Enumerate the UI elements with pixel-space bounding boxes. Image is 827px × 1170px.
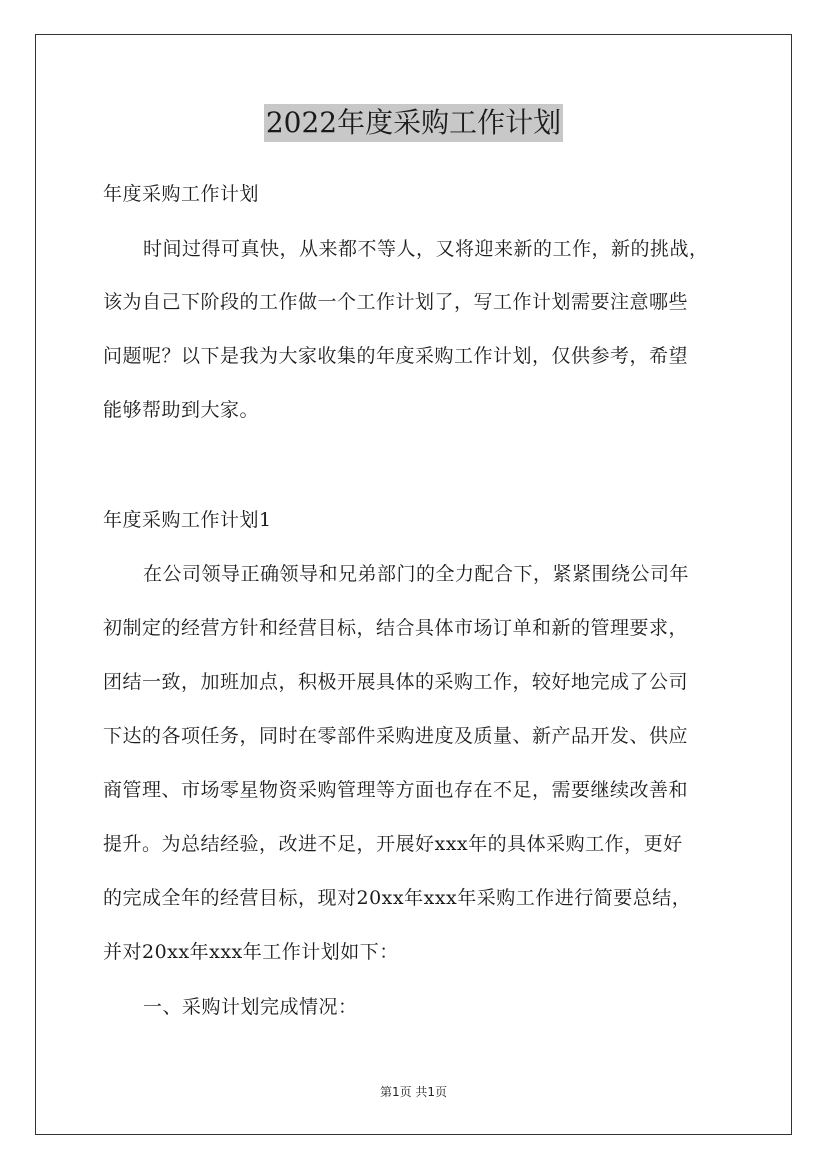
- document-title: 2022年度采购工作计划: [264, 104, 563, 142]
- intro-line: 问题呢？以下是我为大家收集的年度采购工作计划，仅供参考，希望: [103, 345, 689, 367]
- section1-line: 初制定的经营方针和经营目标，结合具体市场订单和新的管理要求，: [103, 617, 689, 639]
- subheading: 一、采购计划完成情况：: [143, 996, 358, 1018]
- section1-line: 下达的各项任务，同时在零部件采购进度及质量、新产品开发、供应: [103, 725, 689, 747]
- section1-line: 的完成全年的经营目标，现对20xx年xxx年采购工作进行简要总结，: [103, 887, 692, 909]
- page-footer: 第1页 共1页: [379, 1085, 448, 1099]
- intro-heading: 年度采购工作计划: [103, 183, 260, 205]
- intro-line: 该为自己下阶段的工作做一个工作计划了，写工作计划需要注意哪些: [103, 291, 689, 313]
- section1-line: 团结一致，加班加点，积极开展具体的采购工作，较好地完成了公司: [103, 671, 689, 693]
- section1-line: 商管理、市场零星物资采购管理等方面也存在不足，需要继续改善和: [103, 779, 689, 801]
- section1-line: 提升。为总结经验，改进不足，开展好xxx年的具体采购工作，更好: [103, 833, 683, 855]
- title-container: [0, 104, 827, 142]
- section1-line: 在公司领导正确领导和兄弟部门的全力配合下，紧紧围绕公司年: [143, 563, 690, 585]
- section1-heading: 年度采购工作计划1: [103, 509, 272, 531]
- section1-line: 并对20xx年xxx年工作计划如下：: [103, 941, 399, 963]
- intro-line: 能够帮助到大家。: [103, 399, 260, 421]
- intro-line: 时间过得可真快，从来都不等人，又将迎来新的工作，新的挑战，: [143, 238, 709, 260]
